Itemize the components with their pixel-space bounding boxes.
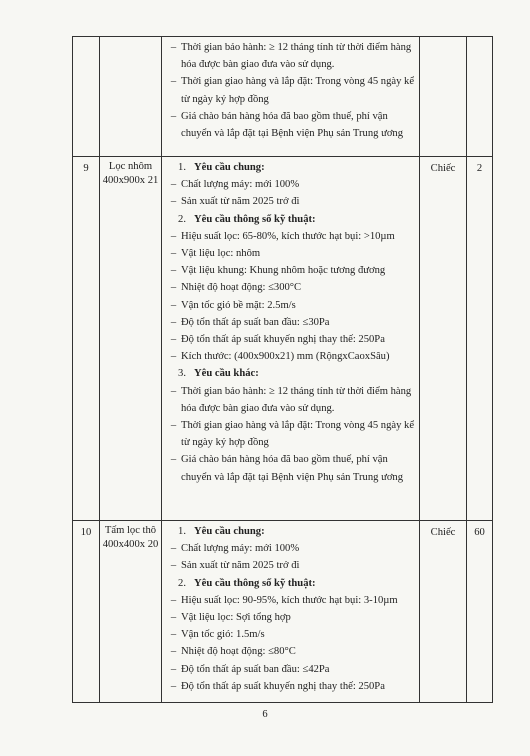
spec-item bbox=[166, 348, 419, 365]
quantity-cell bbox=[467, 521, 493, 703]
spec-item bbox=[166, 557, 419, 574]
spec-item bbox=[166, 383, 419, 417]
spec-text: Giá chào bán hàng hóa đã bao gồm thuế, phí vận chuyển và lắp đặt tại Bệnh viện Phụ sản Trung ương bbox=[181, 454, 404, 483]
bullet-dash: – bbox=[170, 316, 177, 328]
quantity-cell bbox=[467, 157, 493, 521]
spec-text: Kích thước: (400x900x21) mm (RộngxCaoxSâu) bbox=[181, 351, 390, 363]
heading-number: 1. bbox=[178, 526, 186, 537]
spec-item bbox=[166, 297, 419, 314]
spec-item bbox=[166, 661, 419, 678]
heading-number: 2. bbox=[178, 577, 186, 589]
unit-text: Chiếc bbox=[430, 527, 456, 538]
spec-text: Thời gian bảo hành: ≥ 12 tháng tính từ thời điểm hàng hóa được bàn giao đưa vào sử dụng. bbox=[181, 385, 412, 414]
heading-text: Yêu cầu thông số kỹ thuật: bbox=[194, 577, 316, 589]
spec-text: Chất lượng máy: mới 100% bbox=[181, 179, 300, 191]
bullet-dash: – bbox=[170, 663, 177, 675]
spec-text: Nhiệt độ hoạt động: ≤300°C bbox=[181, 282, 302, 294]
spec-cell bbox=[162, 157, 420, 521]
spec-text: Nhiệt độ hoạt động: ≤80°C bbox=[181, 646, 296, 658]
spec-item bbox=[166, 193, 419, 210]
heading-text: Yêu cầu khác: bbox=[194, 368, 259, 380]
unit-cell bbox=[420, 157, 467, 521]
spec-text: Giá chào bán hàng hóa đã bao gồm thuế, phí vận chuyển và lắp đặt tại Bệnh viện Phụ sản Trung ương bbox=[181, 110, 404, 140]
bullet-dash: – bbox=[170, 110, 177, 122]
item-name-cell bbox=[100, 157, 162, 521]
spec-item bbox=[166, 279, 419, 296]
quantity-text bbox=[467, 37, 492, 40]
unit-text: Chiếc bbox=[430, 163, 456, 174]
spec-heading bbox=[166, 575, 419, 592]
spec-heading bbox=[166, 365, 419, 382]
spec-item bbox=[166, 228, 419, 245]
spec-item bbox=[166, 39, 419, 73]
bullet-dash: – bbox=[170, 299, 177, 311]
spec-item bbox=[166, 626, 419, 643]
spec-item bbox=[166, 678, 419, 695]
spec-text: Thời gian giao hàng và lắp đặt: Trong vòng 45 ngày kể từ ngày ký hợp đồng bbox=[181, 76, 415, 105]
spec-item bbox=[166, 108, 419, 142]
bullet-dash: – bbox=[170, 351, 177, 363]
heading-number: 1. bbox=[178, 162, 186, 173]
spec-item bbox=[166, 609, 419, 626]
bullet-dash: – bbox=[170, 265, 177, 277]
heading-number: 3. bbox=[178, 368, 186, 380]
item-name: Tấm lọc thô 400x400x 20 bbox=[102, 525, 159, 550]
bullet-dash: – bbox=[170, 76, 177, 88]
bullet-dash: – bbox=[170, 612, 177, 624]
spec-item bbox=[166, 592, 419, 609]
bullet-dash: – bbox=[170, 282, 177, 294]
bullet-dash: – bbox=[170, 594, 177, 606]
spec-text: Độ tổn thất áp suất ban đầu: ≤42Pa bbox=[181, 663, 330, 675]
heading-text: Yêu cầu thông số kỹ thuật: bbox=[194, 213, 316, 225]
item-name-cell bbox=[100, 37, 162, 157]
spec-item bbox=[166, 245, 419, 262]
spec-heading bbox=[166, 159, 419, 176]
quantity-cell bbox=[467, 37, 493, 157]
spec-text: Vật liệu khung: Khung nhôm hoặc tương đương bbox=[181, 265, 386, 277]
spec-text: Độ tổn thất áp suất ban đầu: ≤30Pa bbox=[181, 316, 330, 328]
item-number-cell bbox=[73, 521, 100, 703]
item-number bbox=[73, 37, 99, 40]
bullet-dash: – bbox=[170, 179, 177, 191]
table-row bbox=[73, 37, 493, 157]
spec-text: Hiệu suất lọc: 65-80%, kích thước hạt bụi: >10µm bbox=[181, 230, 395, 242]
spec-item bbox=[166, 643, 419, 660]
quantity-text: 60 bbox=[474, 527, 485, 538]
spec-item bbox=[166, 331, 419, 348]
spec-text: Sản xuất từ năm 2025 trở đi bbox=[181, 196, 300, 208]
spec-item bbox=[166, 73, 419, 107]
spec-cell bbox=[162, 521, 420, 703]
unit-cell bbox=[420, 37, 467, 157]
bullet-dash: – bbox=[170, 248, 177, 260]
unit-text bbox=[420, 37, 466, 40]
spec-item bbox=[166, 540, 419, 557]
heading-number: 2. bbox=[178, 213, 186, 225]
heading-text: Yêu cầu chung: bbox=[194, 162, 265, 173]
spec-text: Độ tổn thất áp suất khuyến nghị thay thế: 250Pa bbox=[181, 680, 385, 692]
bullet-dash: – bbox=[170, 230, 177, 242]
bullet-dash: – bbox=[170, 334, 177, 346]
spec-heading bbox=[166, 523, 419, 540]
bullet-dash: – bbox=[170, 42, 177, 53]
spec-text: Thời gian giao hàng và lắp đặt: Trong vòng 45 ngày kể từ ngày ký hợp đồng bbox=[181, 420, 415, 449]
item-name: Lọc nhôm 400x900x 21 bbox=[102, 161, 159, 186]
bullet-dash: – bbox=[170, 454, 177, 466]
spec-item bbox=[166, 451, 419, 485]
page-number: 6 bbox=[262, 709, 268, 720]
spec-cell bbox=[162, 37, 420, 157]
bullet-dash: – bbox=[170, 420, 177, 432]
spec-text: Vận tốc gió bề mặt: 2.5m/s bbox=[181, 299, 296, 311]
item-number: 10 bbox=[80, 527, 92, 538]
spec-text: Độ tổn thất áp suất khuyến nghị thay thế: 250Pa bbox=[181, 334, 385, 346]
spec-text: Chất lượng máy: mới 100% bbox=[181, 543, 300, 555]
spec-text: Sản xuất từ năm 2025 trở đi bbox=[181, 560, 300, 572]
table-row bbox=[73, 157, 493, 521]
spec-text: Vật liệu lọc: Sợi tổng hợp bbox=[181, 612, 291, 624]
bullet-dash: – bbox=[170, 385, 177, 397]
spec-text: Hiệu suất lọc: 90-95%, kích thước hạt bụi: 3-10µm bbox=[181, 594, 398, 606]
spec-text: Vận tốc gió: 1.5m/s bbox=[181, 629, 265, 641]
item-number-cell bbox=[73, 37, 100, 157]
spec-table bbox=[72, 36, 493, 703]
item-number: 9 bbox=[83, 163, 89, 174]
spec-heading bbox=[166, 211, 419, 228]
spec-text: Vật liệu lọc: nhôm bbox=[181, 248, 261, 260]
spec-item bbox=[166, 262, 419, 279]
spec-text: Thời gian bảo hành: ≥ 12 tháng tính từ thời điểm hàng hóa được bàn giao đưa vào sử dụng. bbox=[181, 42, 412, 71]
quantity-text: 2 bbox=[476, 163, 483, 174]
item-number-cell bbox=[73, 157, 100, 521]
spec-item bbox=[166, 314, 419, 331]
unit-cell bbox=[420, 521, 467, 703]
heading-text: Yêu cầu chung: bbox=[194, 526, 265, 537]
table-row bbox=[73, 521, 493, 703]
bullet-dash: – bbox=[170, 543, 177, 555]
item-name-cell bbox=[100, 521, 162, 703]
spec-item bbox=[166, 176, 419, 193]
bullet-dash: – bbox=[170, 629, 177, 641]
spec-item bbox=[166, 417, 419, 451]
bullet-dash: – bbox=[170, 196, 177, 208]
bullet-dash: – bbox=[170, 680, 177, 692]
bullet-dash: – bbox=[170, 646, 177, 658]
bullet-dash: – bbox=[170, 560, 177, 572]
